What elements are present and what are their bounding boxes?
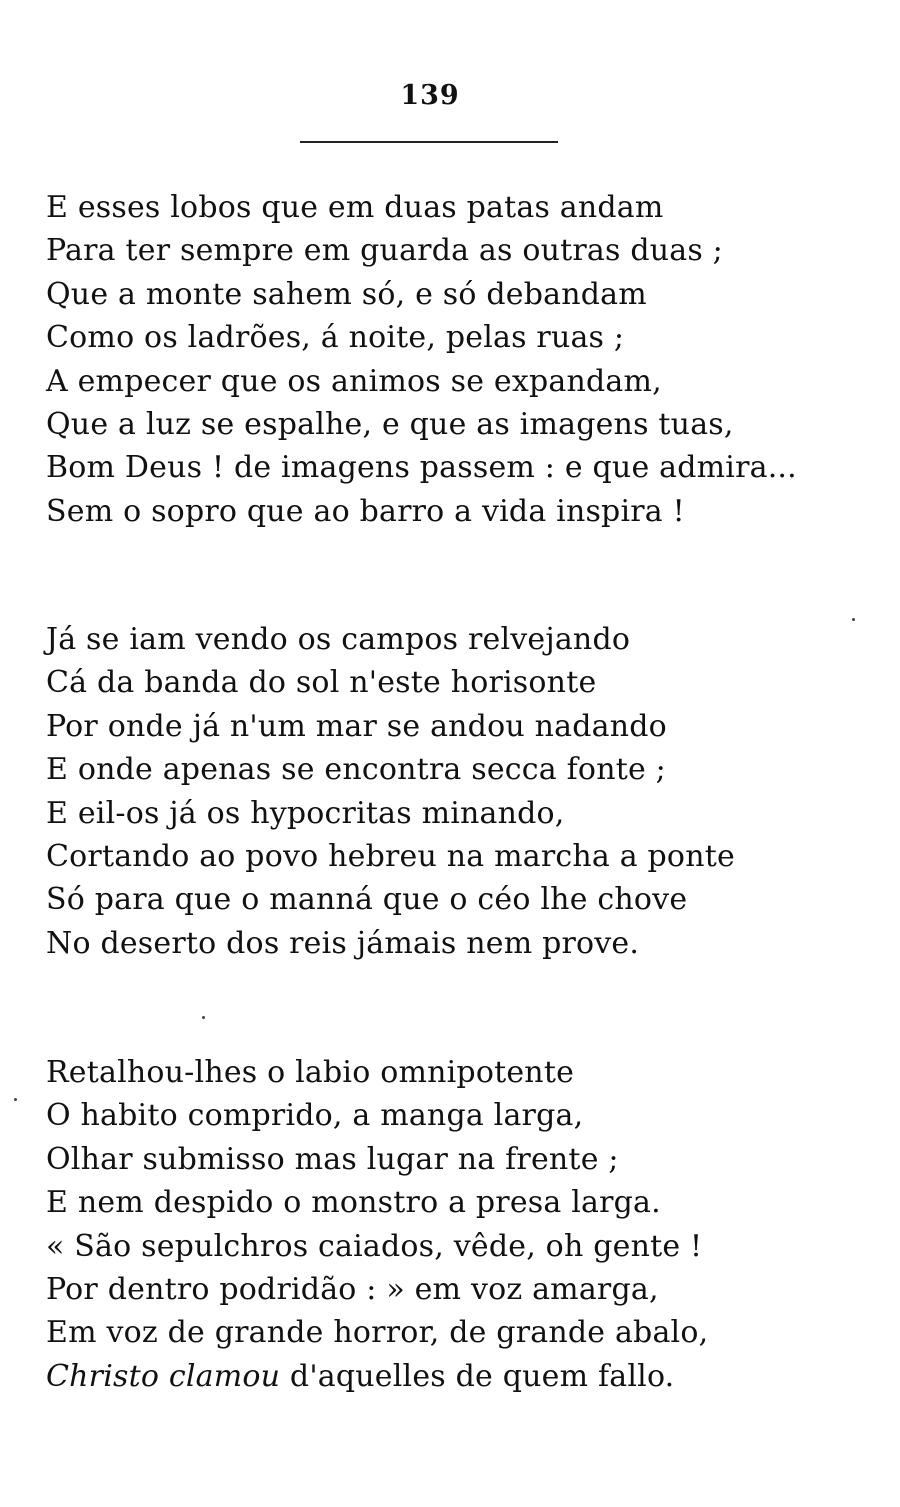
verse-line: Por onde já n'um mar se andou nadando bbox=[46, 708, 667, 744]
verse-line: Cá da banda do sol n'este horisonte bbox=[46, 665, 597, 701]
verse-line: Cortando ao povo hebreu na marcha a ponte bbox=[46, 838, 735, 874]
verse-line: Para ter sempre em guarda as outras duas ; bbox=[46, 233, 723, 269]
verse-line-rest: d'aquelles de quem fallo. bbox=[280, 1358, 675, 1394]
verse-line: A empecer que os animos se expandam, bbox=[46, 363, 662, 399]
page-number: 139 bbox=[400, 80, 460, 111]
verse-line: Como os ladrões, á noite, pelas ruas ; bbox=[46, 320, 625, 356]
verse-line: Retalhou-lhes o labio omnipotente bbox=[46, 1055, 575, 1090]
verse-line: Por dentro podridão : » em voz amarga, bbox=[46, 1271, 659, 1307]
print-speck bbox=[202, 1016, 205, 1019]
verse-italic-phrase: Christo clamou bbox=[46, 1358, 281, 1394]
verse-line: Olhar submisso mas lugar na frente ; bbox=[46, 1141, 619, 1177]
print-speck bbox=[14, 1098, 17, 1101]
verse-line: Sem o sopro que ao barro a vida inspira ! bbox=[46, 493, 685, 529]
verse-line: E eil-os já os hypocritas minando, bbox=[46, 795, 565, 831]
stanza-3 bbox=[46, 1051, 886, 1398]
verse-line: Que a luz se espalhe, e que as imagens tuas, bbox=[46, 406, 734, 442]
verse-line: Bom Deus ! de imagens passem : e que admira... bbox=[46, 450, 797, 486]
verse-line: Que a monte sahem só, e só debandam bbox=[46, 276, 647, 312]
verse-line: E nem despido o monstro a presa larga. bbox=[46, 1185, 661, 1221]
verse-line: Já se iam vendo os campos relvejando bbox=[46, 622, 631, 657]
verse-line: O habito comprido, a manga larga, bbox=[46, 1098, 584, 1134]
verse-line: E esses lobos que em duas patas andam bbox=[46, 190, 664, 225]
stanza-2 bbox=[46, 618, 886, 965]
header-rule bbox=[300, 141, 558, 143]
verse-line-last bbox=[46, 1355, 886, 1398]
verse-line: Só para que o manná que o céo lhe chove bbox=[46, 882, 688, 918]
verse-line: Em voz de grande horror, de grande abalo, bbox=[46, 1315, 709, 1351]
verse-line: « São sepulchros caiados, vêde, oh gente ! bbox=[46, 1228, 703, 1264]
verse-line: No deserto dos reis jámais nem prove. bbox=[46, 925, 640, 961]
stanza-1 bbox=[46, 186, 886, 533]
print-speck bbox=[852, 618, 855, 621]
verse-line: E onde apenas se encontra secca fonte ; bbox=[46, 752, 666, 788]
